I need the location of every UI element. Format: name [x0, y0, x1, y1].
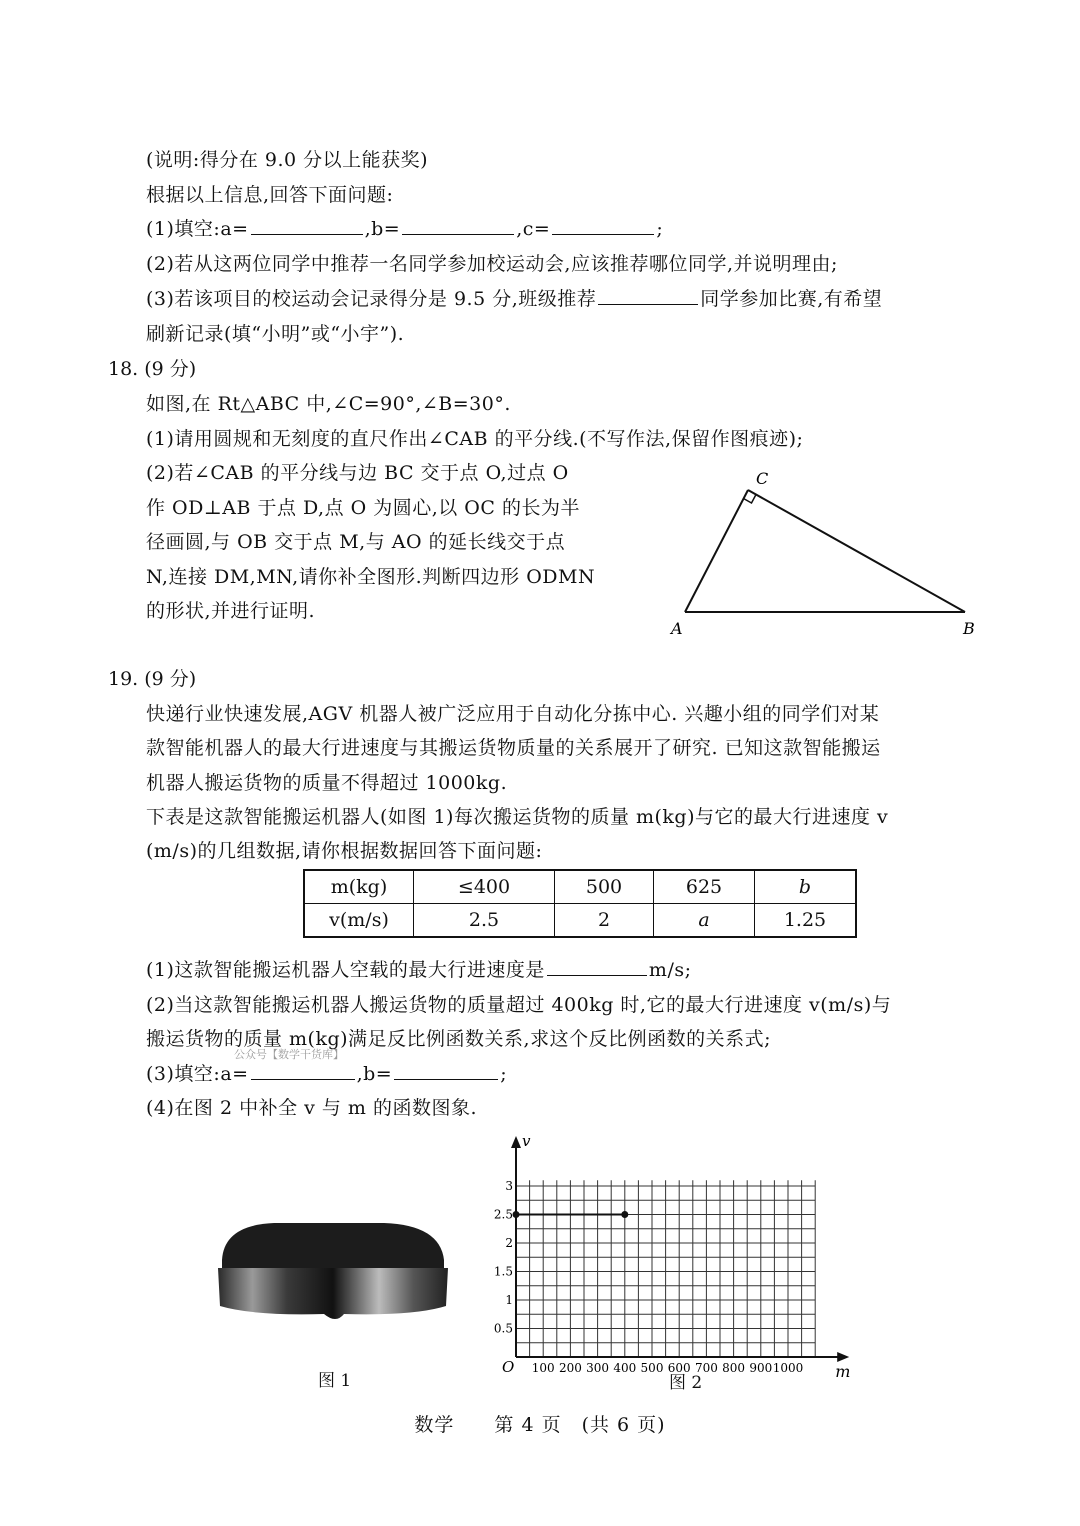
q19-part4: (4)在图 2 中补全 v 与 m 的函数图象.	[146, 1097, 478, 1119]
x-tick-label: 600	[667, 1361, 691, 1375]
x-tick-label: 100	[531, 1361, 555, 1375]
side-cb	[748, 490, 965, 612]
y-tick-label: 2.5	[493, 1207, 513, 1222]
q19-part3	[146, 1059, 507, 1089]
q17-part1-prefix: (1)填空:	[146, 218, 221, 240]
blank-a[interactable]	[251, 214, 363, 235]
q18-part2-line: 的形状,并进行证明.	[146, 600, 316, 622]
data-table	[303, 869, 857, 938]
triangle-figure	[660, 462, 990, 642]
q19-part1	[146, 955, 692, 985]
y-tick-label: 2	[505, 1236, 513, 1250]
q19-para-line: 快递行业快速发展,AGV 机器人被广泛应用于自动化分拣中心. 兴趣小组的同学们对某	[146, 703, 880, 725]
y-tick-label: 0.5	[493, 1321, 513, 1336]
q19-para-line: 下表是这款智能搬运机器人(如图 1)每次搬运货物的质量 m(kg)与它的最大行进速度 v	[146, 806, 889, 828]
q19-para-line: 款智能机器人的最大行进速度与其搬运货物质量的关系展开了研究. 已知这款智能搬运	[146, 737, 881, 759]
table-row	[304, 870, 856, 904]
figure2-caption: 图 2	[669, 1373, 703, 1393]
robot-image	[214, 1220, 454, 1370]
label-c: C	[756, 469, 769, 488]
q19-part2-line: 搬运货物的质量 m(kg)满足反比例函数关系,求这个反比例函数的关系式;	[146, 1028, 771, 1050]
x-tick-label: 500	[640, 1361, 664, 1375]
q18-part2-line: 径画圆,与 OB 交于点 M,与 AO 的延长线交于点	[146, 531, 566, 553]
data-point	[621, 1211, 628, 1218]
q18-part2-line: (2)若∠CAB 的平分线与边 BC 交于点 O,过点 O	[146, 462, 569, 484]
q17-b-label: ,b=	[364, 218, 401, 240]
q18-part1: (1)请用圆规和无刻度的直尺作出∠CAB 的平分线.(不写作法,保留作图痕迹);	[146, 428, 804, 450]
q18-part2-line: 作 OD⊥AB 于点 D,点 O 为圆心,以 OC 的长为半	[146, 497, 580, 519]
table-cell: a	[654, 904, 755, 938]
origin-label: O	[502, 1358, 515, 1376]
x-tick-label: 200	[558, 1361, 582, 1375]
q18-part2-line: N,连接 DM,MN,请你补全图形.判断四边形 ODMN	[146, 566, 596, 588]
x-axis-label: m	[835, 1362, 851, 1381]
q17-part3-text2: 同学参加比赛,有希望	[700, 288, 883, 310]
q17-part2: (2)若从这两位同学中推荐一名同学参加校运动会,应该推荐哪位同学,并说明理由;	[146, 253, 838, 275]
q19-b-label: ,b=	[356, 1063, 393, 1085]
watermark-text: 公众号【数学干货库】	[234, 1048, 344, 1061]
y-tick-label: 1	[505, 1293, 513, 1307]
x-tick-label: 300	[586, 1361, 610, 1375]
table-cell: m(kg)	[304, 870, 414, 904]
x-tick-label: 400	[613, 1361, 637, 1375]
y-axis-arrow	[511, 1136, 521, 1148]
intro-line: 根据以上信息,回答下面问题:	[146, 184, 394, 206]
q17-part3-text1: (3)若该项目的校运动会记录得分是 9.5 分,班级推荐	[146, 288, 597, 310]
robot-side	[218, 1268, 448, 1319]
q19-para-line: (m/s)的几组数据,请你根据数据回答下面问题:	[146, 840, 543, 862]
x-tick-label: 700	[694, 1361, 718, 1375]
note-line: (说明:得分在 9.0 分以上能获奖)	[146, 149, 429, 171]
y-tick-label: 1.5	[493, 1264, 513, 1279]
q17-part1-end: ;	[656, 218, 664, 240]
blank-speed[interactable]	[547, 955, 647, 976]
blank-recommend[interactable]	[598, 284, 698, 305]
table-cell: ≤400	[414, 870, 555, 904]
y-tick-label: 3	[505, 1179, 513, 1193]
q17-a-label: a=	[220, 218, 249, 240]
q19-part1-text: (1)这款智能搬运机器人空载的最大行进速度是	[146, 959, 545, 981]
q19-part2-line: (2)当这款智能搬运机器人搬运货物的质量超过 400kg 时,它的最大行进速度 v(m/s)与	[146, 994, 892, 1016]
blank-b[interactable]	[402, 214, 514, 235]
blank-c[interactable]	[552, 214, 654, 235]
q19-part3-prefix: (3)填空:	[146, 1063, 221, 1085]
table-cell: v(m/s)	[304, 904, 414, 938]
velocity-graph	[482, 1132, 882, 1382]
q17-c-label: ,c=	[516, 218, 551, 240]
side-ac	[685, 490, 748, 612]
table-row	[304, 904, 856, 938]
figure1-caption: 图 1	[318, 1371, 352, 1391]
x-axis-arrow	[837, 1352, 849, 1362]
q19-part1-unit: m/s;	[648, 959, 692, 981]
label-b: B	[963, 619, 975, 638]
table-cell: 500	[555, 870, 654, 904]
q19-number: 19. (9 分)	[108, 668, 197, 690]
blank-q19-a[interactable]	[251, 1059, 355, 1080]
blank-q19-b[interactable]	[394, 1059, 498, 1080]
table-cell: 2.5	[414, 904, 555, 938]
q18-number: 18. (9 分)	[108, 358, 197, 380]
q17-part1	[146, 214, 663, 244]
data-point	[513, 1211, 520, 1218]
table-cell: 1.25	[755, 904, 857, 938]
table-cell: b	[755, 870, 857, 904]
q17-part3	[146, 284, 882, 314]
page-footer: 数学 第 4 页 (共 6 页)	[414, 1414, 666, 1436]
x-tick-label: 800	[722, 1361, 746, 1375]
q17-part3-line2: 刷新记录(填“小明”或“小宇”).	[146, 323, 405, 345]
x-tick-label: 1000	[772, 1361, 804, 1375]
label-a: A	[671, 619, 683, 638]
table-cell: 2	[555, 904, 654, 938]
q19-a-label: a=	[220, 1063, 249, 1085]
q19-part3-end: ;	[500, 1063, 508, 1085]
y-axis-label: v	[522, 1132, 531, 1150]
x-tick-label: 900	[749, 1361, 773, 1375]
q18-intro: 如图,在 Rt△ABC 中,∠C=90°,∠B=30°.	[146, 393, 511, 415]
table-cell: 625	[654, 870, 755, 904]
q19-para-line: 机器人搬运货物的质量不得超过 1000kg.	[146, 772, 508, 794]
